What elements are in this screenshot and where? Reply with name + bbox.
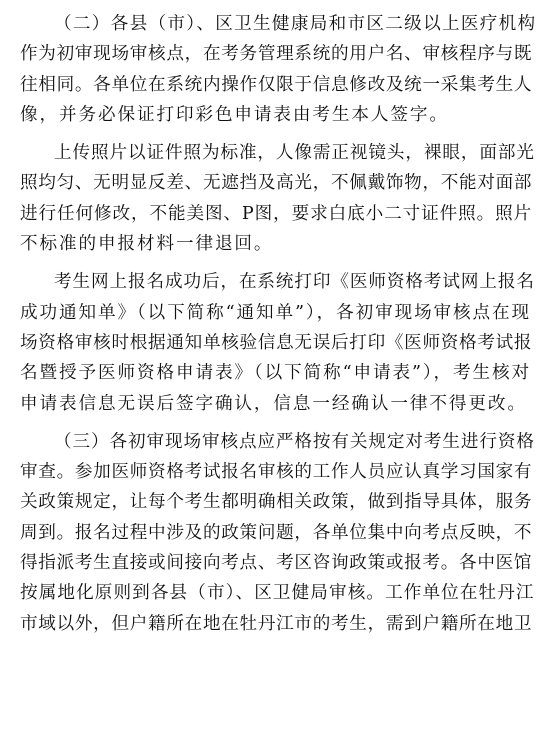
text-line: 不标准的申报材料一律退回。 [20, 234, 274, 255]
paragraph-qualification-review [20, 427, 537, 639]
text-line: 名暨授予医师资格申请表》（以下简称“申请表”），考生核对 [20, 363, 532, 384]
text-line: 进行任何修改，不能美图、P图，要求白底小二寸证件照。照片 [20, 203, 533, 224]
paragraph-registration-notice [20, 267, 537, 418]
text-line: 周到。报名过程中涉及的政策问题，各单位集中向考点反映，不 [20, 522, 533, 543]
text-line: 申请表信息无误后签字确认，信息一经确认一律不得更改。 [20, 393, 527, 414]
text-line: 成功通知单》（以下简称“通知单”），各初审现场审核点在现 [20, 302, 532, 323]
text-line: 关政策规定，让每个考生都明确相关政策，做到指导具体，服务 [20, 492, 533, 513]
text-line: 审查。参加医师资格考试报名审核的工作人员应认真学习国家有 [20, 462, 533, 483]
paragraph-county-review-points [20, 9, 537, 130]
text-line: 往相同。各单位在系统内操作仅限于信息修改及统一采集考生人 [20, 74, 533, 95]
text-line: 作为初审现场审核点，在考务管理系统的用户名、审核程序与既 [20, 44, 533, 65]
text-line: 市域以外，但户籍所在地在牡丹江市的考生，需到户籍所在地卫 [20, 613, 533, 634]
text-line: 场资格审核时根据通知单核验信息无误后打印《医师资格考试报 [20, 332, 533, 353]
text-line: 照均匀、无明显反差、无遮挡及高光，不佩戴饰物，不能对面部 [20, 173, 533, 194]
text-line: （二）各县（市）、区卫生健康局和市区二级以上医疗机构 [54, 14, 537, 34]
text-line: 上传照片以证件照为标准，人像需正视镜头，裸眼，面部光 [54, 143, 535, 164]
text-line: 得指派考生直接或间接向考点、考区咨询政策或报考。各中医馆 [20, 553, 533, 574]
text-line: 考生网上报名成功后，在系统打印《医师资格考试网上报名 [54, 272, 535, 293]
text-line: 像，并务必保证打印彩色申请表由考生本人签字。 [20, 104, 449, 125]
text-line: （三）各初审现场审核点应严格按有关规定对考生进行资格 [54, 431, 535, 452]
paragraph-photo-requirements [20, 138, 537, 259]
text-line: 按属地化原则到各县（市）、区卫健局审核。工作单位在牡丹江 [20, 583, 535, 604]
